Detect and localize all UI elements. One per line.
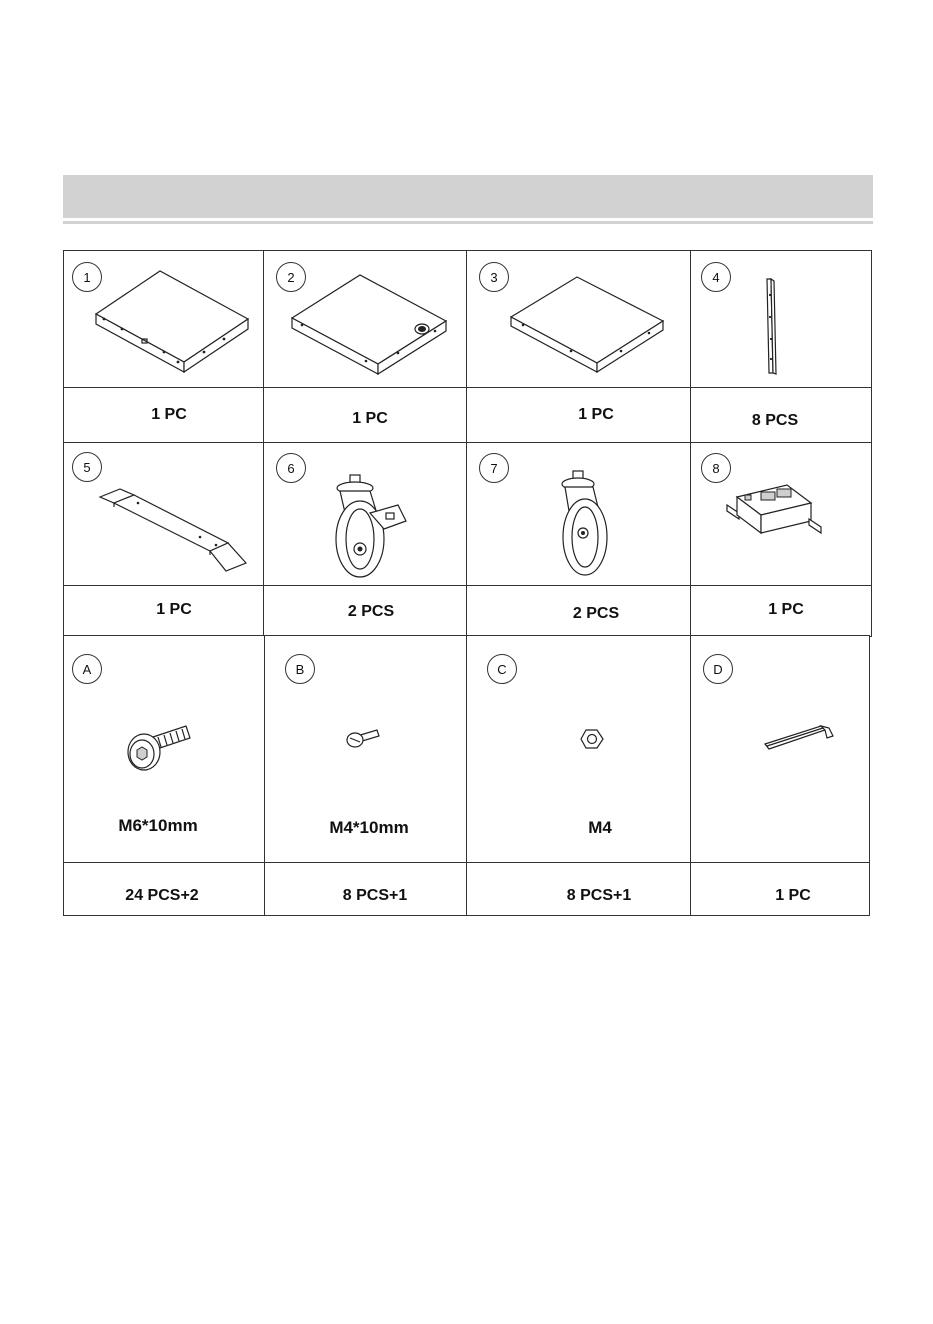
- hardware-spec-label: M4*10mm: [329, 818, 409, 837]
- power-strip-icon: [725, 483, 825, 553]
- hardware-letter-badge: C: [487, 654, 517, 684]
- hardware-qty-cell-a: [63, 862, 266, 916]
- qty-cell-1: [63, 387, 265, 444]
- quantity-label: 1 PC: [151, 406, 187, 423]
- part-cell-3: [466, 250, 692, 389]
- quantity-label: 8 PCS+1: [566, 887, 632, 904]
- hardware-cell-c: [466, 635, 692, 864]
- quantity-label: 1 PC: [775, 887, 811, 904]
- quantity-label: 8 PCS+1: [342, 887, 408, 904]
- part-cell-7: [466, 442, 692, 587]
- qty-cell-7: [466, 585, 692, 637]
- top-panel-with-grommet-icon: [290, 273, 450, 378]
- qty-cell-3: [466, 387, 692, 444]
- hardware-letter-badge: A: [72, 654, 102, 684]
- part-cell-6: [263, 442, 468, 587]
- bottom-panel-icon: [509, 275, 669, 375]
- hardware-letter-badge: B: [285, 654, 315, 684]
- quantity-label: 1 PC: [352, 410, 388, 427]
- part-number-badge: 5: [72, 452, 102, 482]
- qty-cell-4: [690, 387, 872, 444]
- hex-nut-icon: [577, 726, 607, 752]
- rack-rail-icon: [761, 277, 781, 377]
- qty-cell-8: [690, 585, 872, 637]
- hardware-qty-cell-c: [466, 862, 692, 916]
- part-cell-2: [263, 250, 468, 389]
- qty-cell-6: [263, 585, 468, 637]
- allen-key-icon: [763, 722, 835, 752]
- part-number-badge: 4: [701, 262, 731, 292]
- hardware-qty-cell-b: [264, 862, 468, 916]
- quantity-label: 24 PCS+2: [125, 887, 199, 904]
- bottom-bracket-icon: [98, 485, 248, 575]
- quantity-label: 8 PCS: [751, 412, 799, 429]
- quantity-label: 1 PC: [578, 406, 614, 423]
- quantity-label: 2 PCS: [572, 605, 620, 622]
- part-cell-8: [690, 442, 872, 587]
- section-header-rule: [63, 221, 873, 224]
- hardware-qty-cell-d: [690, 862, 870, 916]
- quantity-label: 1 PC: [156, 601, 192, 618]
- part-cell-4: [690, 250, 872, 389]
- hardware-cell-b: [264, 635, 468, 864]
- hardware-spec-label: M4: [588, 818, 612, 837]
- hardware-cell-a: [63, 635, 266, 864]
- section-header-bar: [63, 175, 873, 218]
- qty-cell-5: [63, 585, 265, 637]
- caster-wheel-icon: [549, 469, 619, 581]
- hardware-spec-label: M6*10mm: [118, 816, 198, 835]
- part-number-badge: 7: [479, 453, 509, 483]
- part-cell-1: [63, 250, 265, 389]
- part-cell-5: [63, 442, 265, 587]
- part-number-badge: 1: [72, 262, 102, 292]
- part-number-badge: 6: [276, 453, 306, 483]
- part-number-badge: 3: [479, 262, 509, 292]
- hardware-cell-d: [690, 635, 870, 864]
- shelf-panel-icon: [94, 269, 254, 379]
- hex-socket-bolt-icon: [124, 720, 194, 780]
- quantity-label: 2 PCS: [347, 603, 395, 620]
- part-number-badge: 8: [701, 453, 731, 483]
- quantity-label: 1 PC: [768, 601, 804, 618]
- screw-icon: [343, 726, 383, 752]
- part-number-badge: 2: [276, 262, 306, 292]
- qty-cell-2: [263, 387, 468, 444]
- hardware-letter-badge: D: [703, 654, 733, 684]
- locking-caster-wheel-icon: [326, 473, 416, 583]
